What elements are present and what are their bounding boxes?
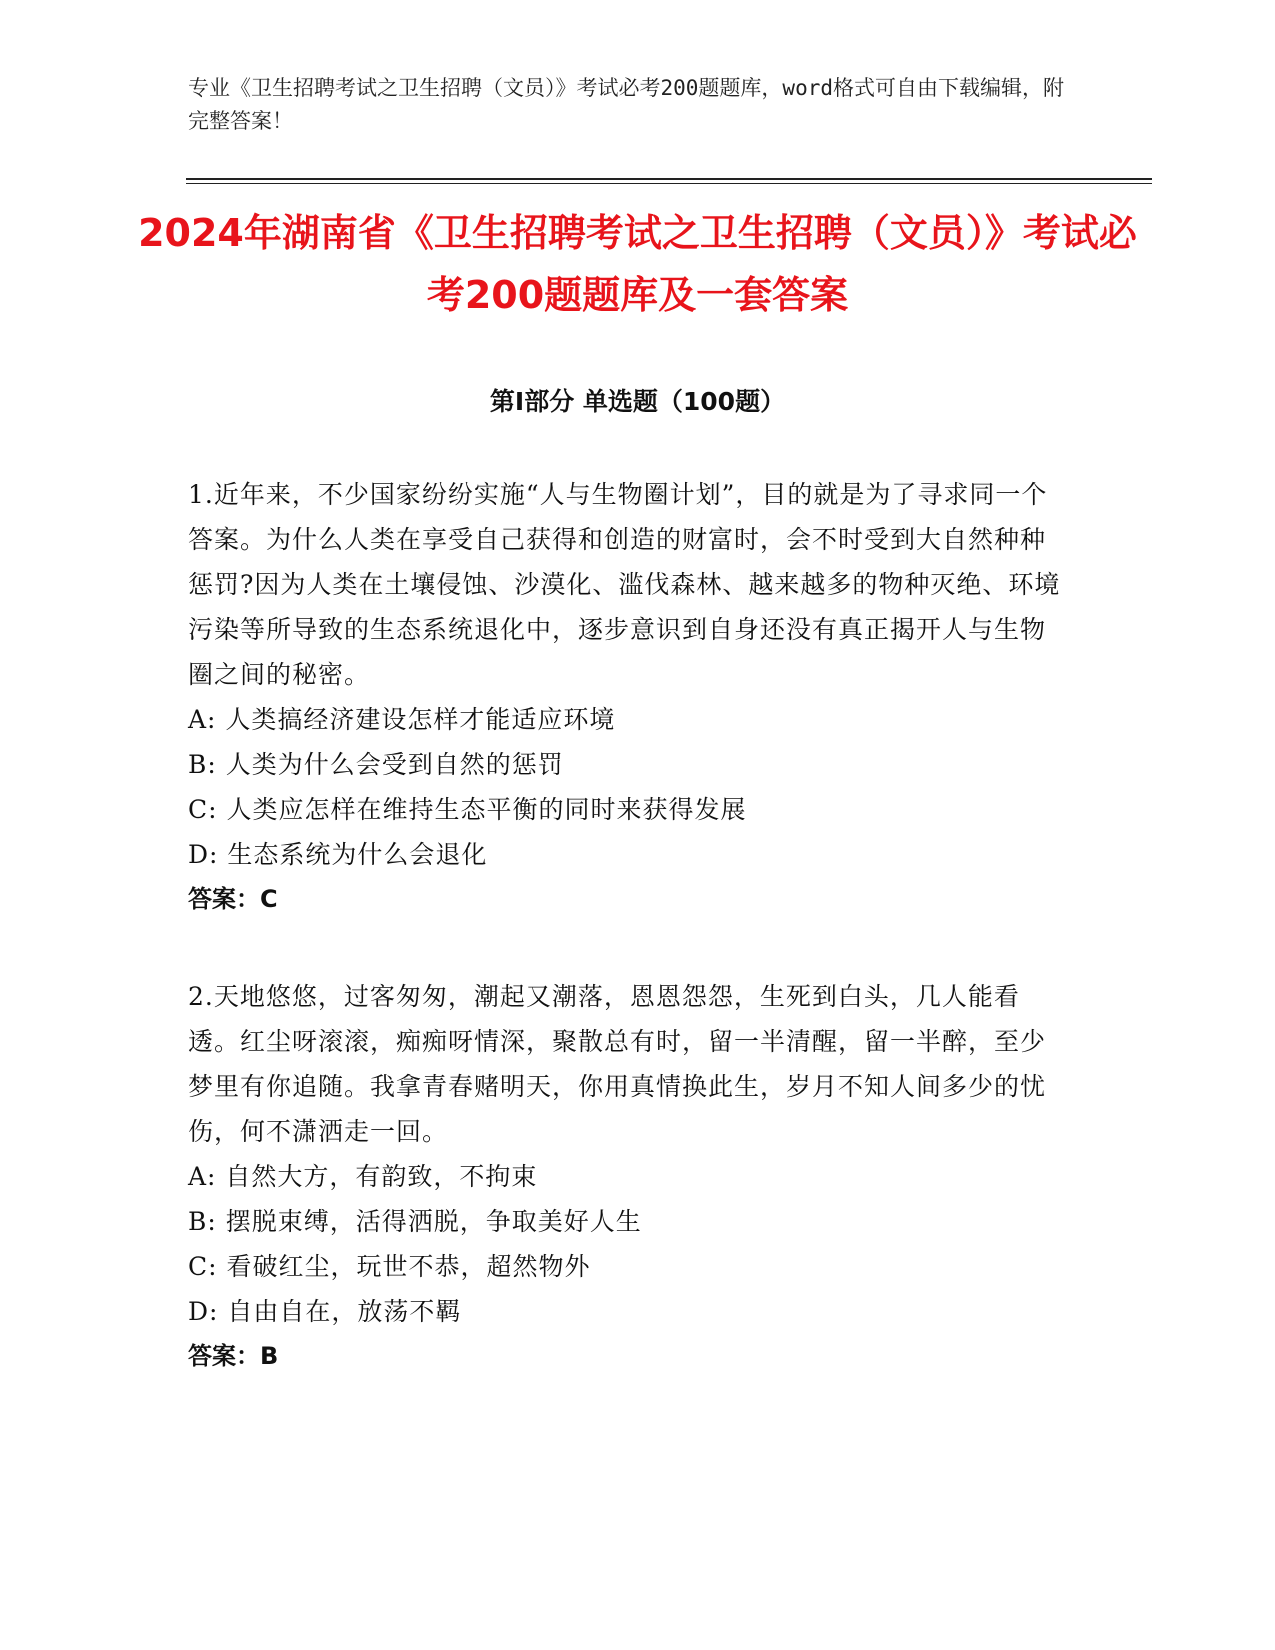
option-b: B: 人类为什么会受到自然的惩罚	[188, 750, 564, 779]
answer-line: 答案：B	[188, 1342, 279, 1370]
section-title: 第I部分 单选题（100题）	[489, 387, 786, 416]
document-title: 2024年湖南省《卫生招聘考试之卫生招聘（文员）》考试必考200题题库及一套答案	[138, 211, 1137, 317]
question-stem: 2.天地悠悠，过客匆匆，潮起又潮落，恩恩怨怨，生死到白头，几人能看透。红尘呀滚滚，痴痴呀情深，聚散总有时，留一半清醒，留一半醉，至少梦里有你追随。我拿青春赌明天，你用真情换此生，岁月不知人间多少的忧伤，何不潇洒走一回。	[188, 982, 1047, 1146]
option-d: D: 生态系统为什么会退化	[188, 840, 488, 869]
question-block	[188, 472, 1068, 922]
option-a: A: 人类搞经济建设怎样才能适应环境	[188, 705, 616, 734]
header-rule-thin	[186, 183, 1152, 184]
option-a: A: 自然大方，有韵致，不拘束	[188, 1162, 538, 1191]
answer-line: 答案：C	[188, 885, 278, 913]
question-block	[188, 974, 1068, 1379]
question-stem: 1.近年来，不少国家纷纷实施“人与生物圈计划”，目的就是为了寻求同一个答案。为什么人类在享受自己获得和创造的财富时，会不时受到大自然种种惩罚?因为人类在土壤侵蚀、沙漠化、滥伐森林、越来越多的物种灭绝、环境污染等所导致的生态系统退化中，逐步意识到自身还没有真正揭开人与生物圈之间的秘密。	[188, 480, 1061, 689]
option-c: C: 看破红尘，玩世不恭，超然物外	[188, 1252, 591, 1281]
header-note: 专业《卫生招聘考试之卫生招聘（文员）》考试必考200题题库，word格式可自由下载编辑，附完整答案！	[188, 76, 1064, 133]
header-rule-thick	[186, 178, 1152, 180]
option-b: B: 摆脱束缚，活得洒脱，争取美好人生	[188, 1207, 642, 1236]
option-d: D: 自由自在，放荡不羁	[188, 1297, 462, 1326]
option-c: C: 人类应怎样在维持生态平衡的同时来获得发展	[188, 795, 747, 824]
